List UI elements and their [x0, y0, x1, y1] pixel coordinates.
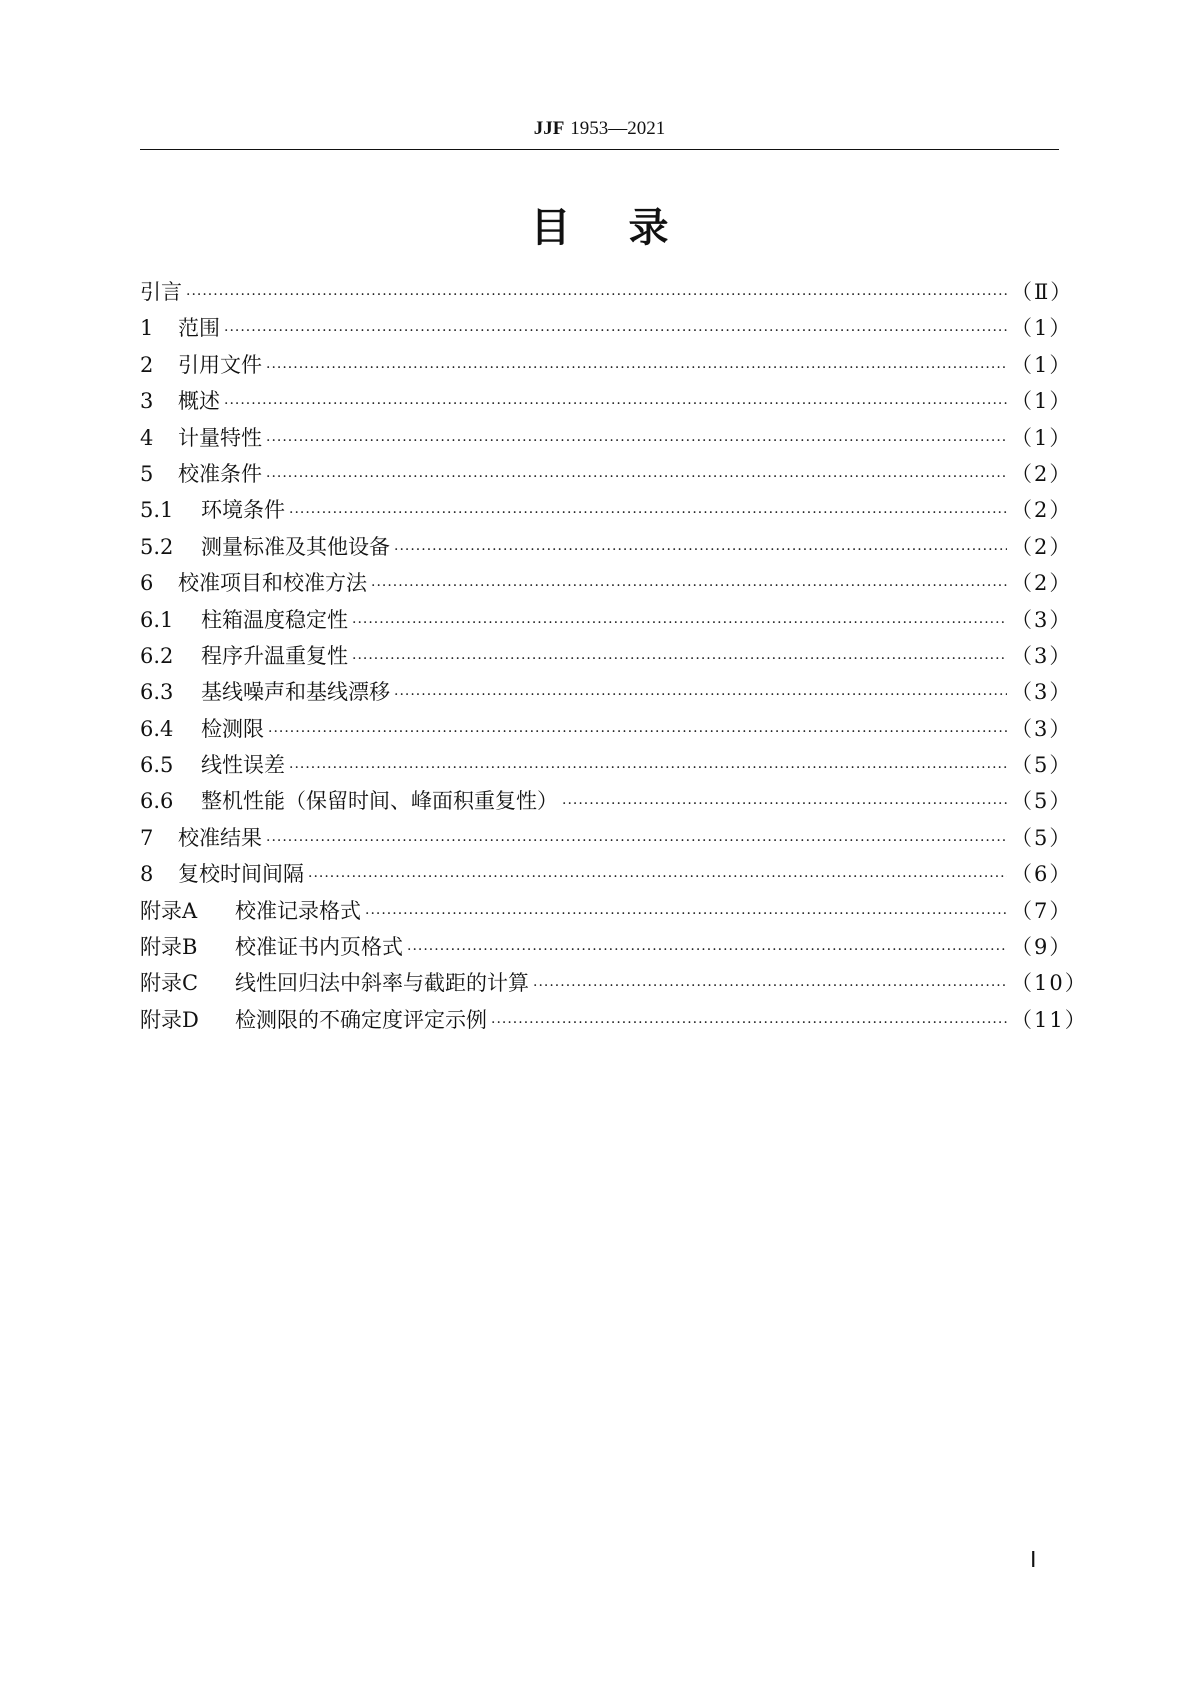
toc-dot-leader	[186, 287, 1007, 303]
toc-dot-leader	[352, 615, 1007, 631]
toc-entry-number: 6.6	[140, 789, 174, 814]
toc-entry-page: （7）	[1011, 898, 1073, 923]
toc-entry-number: 附录D	[140, 1007, 199, 1032]
toc-dot-leader	[394, 542, 1007, 558]
toc-entry-page: （2）	[1011, 571, 1073, 596]
toc-entry-title: 柱箱温度稳定性	[201, 607, 348, 632]
toc-entry[interactable]	[140, 349, 1073, 385]
header-standard-code: JJF	[533, 118, 565, 139]
toc-entry[interactable]	[140, 567, 1073, 603]
toc-dot-leader	[365, 906, 1007, 922]
toc-entry[interactable]	[140, 749, 1073, 785]
toc-entry-title: 校准项目和校准方法	[178, 571, 367, 596]
toc-dot-leader	[533, 978, 1007, 994]
toc-entry-title: 程序升温重复性	[201, 643, 348, 668]
toc-entry-page: （10）	[1011, 971, 1088, 996]
toc-dot-leader	[562, 796, 1007, 812]
toc-dot-leader	[268, 724, 1007, 740]
toc-entry-number: 8	[140, 862, 154, 887]
toc-entry-title: 复校时间间隔	[178, 862, 304, 887]
toc-entry-page: （1）	[1011, 389, 1073, 414]
header-standard-number: 1953—2021	[570, 118, 666, 139]
toc-entry-number: 2	[140, 352, 154, 377]
toc-dot-leader	[491, 1015, 1007, 1031]
toc-entry-title: 基线噪声和基线漂移	[201, 680, 390, 705]
toc-entry-page: （5）	[1011, 789, 1073, 814]
toc-entry-page: （9）	[1011, 935, 1073, 960]
toc-entry-page: （Ⅱ）	[1011, 280, 1074, 304]
toc-entry-page: （2）	[1011, 461, 1073, 486]
toc-dot-leader	[394, 687, 1007, 703]
toc-entry[interactable]	[140, 967, 1088, 1003]
toc-entry-number: 3	[140, 389, 154, 414]
toc-entry-page: （2）	[1011, 534, 1073, 559]
toc-entry[interactable]	[140, 822, 1073, 858]
toc-entry[interactable]	[140, 895, 1073, 931]
toc-entry-title: 校准记录格式	[235, 898, 361, 923]
toc-entry[interactable]	[140, 1004, 1088, 1040]
toc-entry-number: 5.2	[140, 534, 174, 559]
toc-entry-number: 附录C	[140, 971, 199, 996]
toc-entry-title: 计量特性	[178, 425, 262, 450]
toc-entry-page: （2）	[1011, 498, 1073, 523]
toc-entry-page: （1）	[1011, 316, 1073, 341]
toc-dot-leader	[308, 869, 1007, 885]
toc-entry[interactable]	[140, 858, 1073, 894]
toc-entry-title: 范围	[178, 316, 220, 341]
toc-entry-number: 附录A	[140, 898, 198, 923]
toc-entry-title: 整机性能（保留时间、峰面积重复性）	[201, 789, 558, 814]
running-header	[140, 118, 1059, 140]
toc-entry-page: （5）	[1011, 753, 1073, 778]
toc-entry[interactable]	[140, 312, 1073, 348]
toc-entry-page: （5）	[1011, 825, 1073, 850]
toc-entry-number: 4	[140, 425, 154, 450]
toc-entry[interactable]	[140, 494, 1073, 530]
toc-entry-title: 校准结果	[178, 825, 262, 850]
header-rule	[140, 149, 1059, 150]
page-title: 目录	[530, 205, 727, 251]
toc-dot-leader	[407, 942, 1007, 958]
toc-entry-page: （3）	[1011, 643, 1073, 668]
toc-dot-leader	[224, 396, 1007, 412]
toc-entry[interactable]	[140, 422, 1073, 458]
toc-entry-number: 附录B	[140, 935, 198, 960]
toc-dot-leader	[266, 833, 1007, 849]
toc-entry-number: 7	[140, 825, 154, 850]
toc-entry-page: （6）	[1011, 862, 1073, 887]
toc-entry[interactable]	[140, 531, 1073, 567]
toc-entry-title: 校准条件	[178, 461, 262, 486]
toc-entry-number: 1	[140, 316, 154, 341]
toc-entry-page: （1）	[1011, 425, 1073, 450]
toc-dot-leader	[266, 433, 1007, 449]
toc-entry-title: 线性回归法中斜率与截距的计算	[235, 971, 529, 996]
toc-entry-title: 环境条件	[201, 498, 285, 523]
toc-entry-page: （3）	[1011, 607, 1073, 632]
toc-entry-number: 6.3	[140, 680, 174, 705]
toc-entry[interactable]	[140, 276, 1074, 312]
toc-entry-number: 6.5	[140, 753, 174, 778]
toc-entry-page: （11）	[1011, 1007, 1088, 1032]
toc-entry-page: （1）	[1011, 352, 1073, 377]
toc-entry[interactable]	[140, 385, 1073, 421]
toc-entry[interactable]	[140, 676, 1073, 712]
toc-entry-title: 检测限的不确定度评定示例	[235, 1007, 487, 1032]
toc-entry[interactable]	[140, 458, 1073, 494]
toc-entry-title: 引言	[140, 280, 182, 304]
page-number: Ⅰ	[1030, 1547, 1037, 1572]
toc-entry[interactable]	[140, 713, 1073, 749]
toc-entry-title: 检测限	[201, 716, 264, 741]
toc-entry-number: 6.1	[140, 607, 174, 632]
toc-dot-leader	[352, 651, 1007, 667]
toc-entry[interactable]	[140, 785, 1073, 821]
toc-entry-number: 6.4	[140, 716, 174, 741]
toc-dot-leader	[289, 505, 1007, 521]
toc-entry-number: 5.1	[140, 498, 174, 523]
table-of-contents	[140, 276, 1088, 1040]
toc-dot-leader	[289, 760, 1007, 776]
toc-entry-number: 5	[140, 461, 154, 486]
toc-entry[interactable]	[140, 931, 1073, 967]
toc-dot-leader	[266, 360, 1007, 376]
toc-entry-title: 线性误差	[201, 753, 285, 778]
toc-dot-leader	[266, 469, 1007, 485]
toc-entry-title: 校准证书内页格式	[235, 935, 403, 960]
toc-entry-page: （3）	[1011, 716, 1073, 741]
toc-entry-title: 测量标准及其他设备	[201, 534, 390, 559]
toc-entry-number: 6	[140, 571, 154, 596]
toc-dot-leader	[224, 323, 1007, 339]
toc-dot-leader	[371, 578, 1007, 594]
toc-entry-title: 概述	[178, 389, 220, 414]
toc-entry-number: 6.2	[140, 643, 174, 668]
toc-entry[interactable]	[140, 604, 1073, 640]
toc-entry-title: 引用文件	[178, 352, 262, 377]
toc-entry-page: （3）	[1011, 680, 1073, 705]
toc-entry[interactable]	[140, 640, 1073, 676]
